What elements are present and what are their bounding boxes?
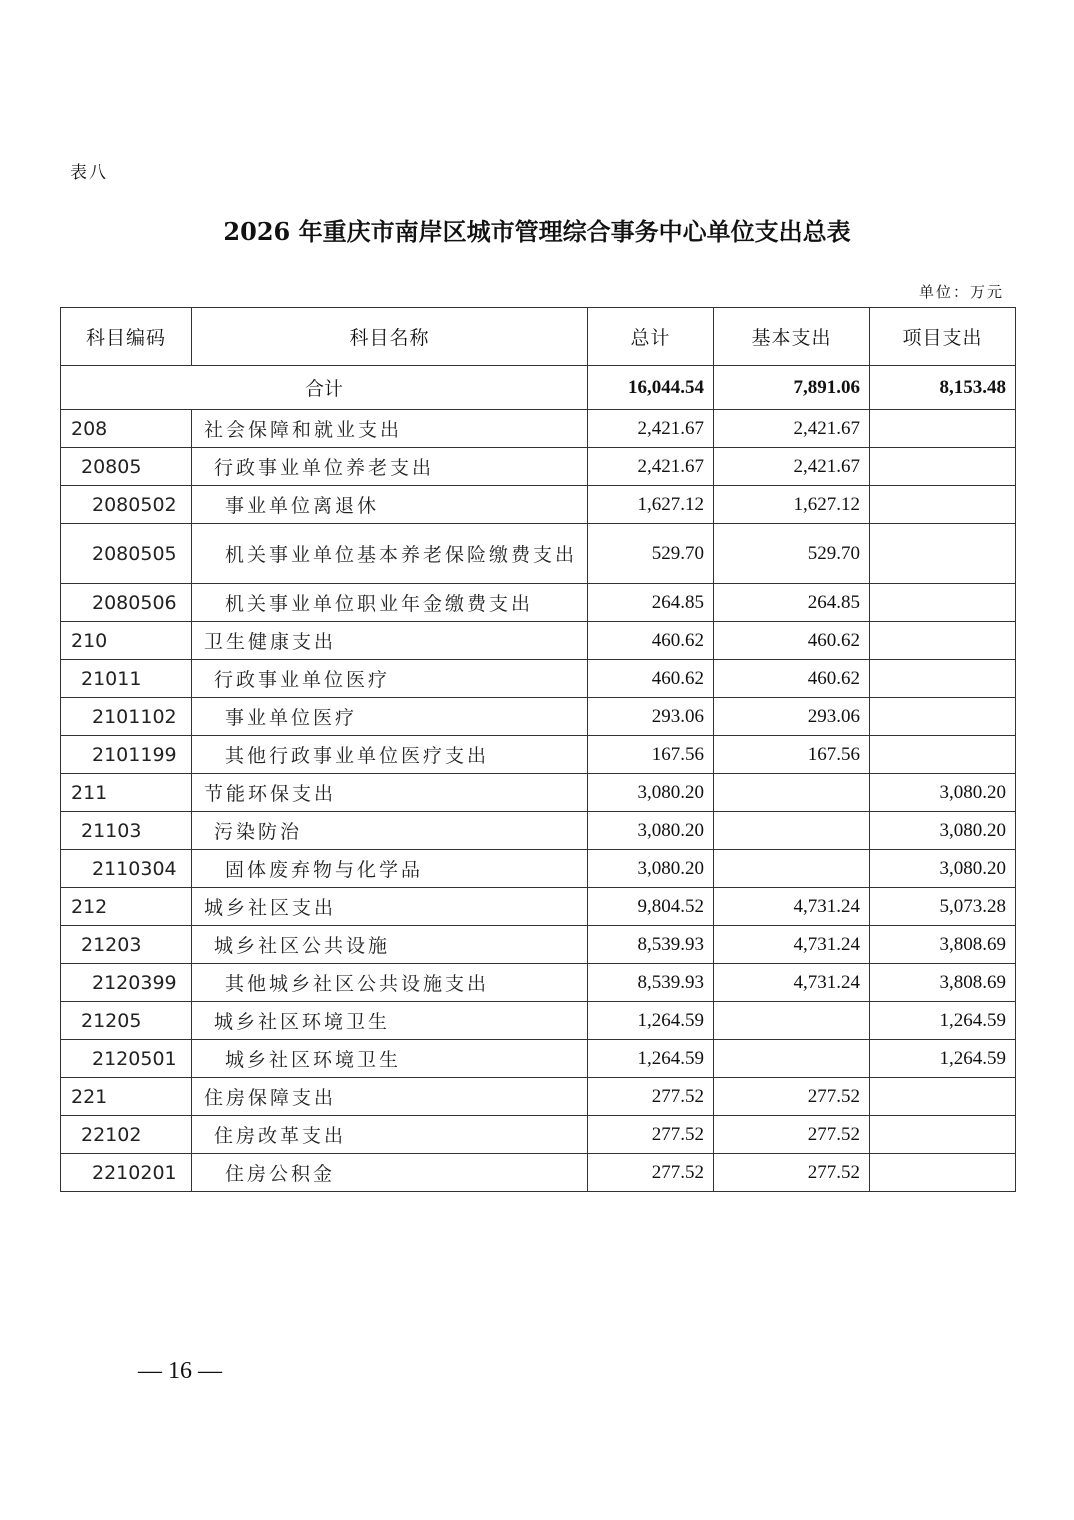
subject-code-cell: 22102 xyxy=(61,1116,192,1154)
subject-name-cell: 机关事业单位职业年金缴费支出 xyxy=(192,584,588,622)
table-row xyxy=(61,926,1016,964)
project-expense-cell: 1,264.59 xyxy=(870,1040,1016,1078)
subject-name-cell: 住房保障支出 xyxy=(192,1078,588,1116)
total-cell: 277.52 xyxy=(588,1078,714,1116)
unit-label: 单位：万元 xyxy=(918,283,1004,301)
basic-expense-cell xyxy=(714,850,870,888)
subject-code-cell: 20805 xyxy=(61,448,192,486)
basic-expense-cell: 2,421.67 xyxy=(714,448,870,486)
subject-name-cell: 城乡社区公共设施 xyxy=(192,926,588,964)
column-header-total: 总计 xyxy=(588,308,714,366)
total-cell: 460.62 xyxy=(588,622,714,660)
subject-name-cell: 城乡社区支出 xyxy=(192,888,588,926)
basic-expense-cell: 460.62 xyxy=(714,622,870,660)
subject-code-cell: 2101199 xyxy=(61,736,192,774)
total-basic: 7,891.06 xyxy=(714,366,870,410)
table-row xyxy=(61,698,1016,736)
project-expense-cell xyxy=(870,622,1016,660)
table-row xyxy=(61,1078,1016,1116)
subject-code-cell: 221 xyxy=(61,1078,192,1116)
table-row xyxy=(61,524,1016,584)
total-cell: 8,539.93 xyxy=(588,926,714,964)
subject-name-cell: 社会保障和就业支出 xyxy=(192,410,588,448)
basic-expense-cell xyxy=(714,1002,870,1040)
basic-expense-cell: 167.56 xyxy=(714,736,870,774)
subject-code-cell: 2080502 xyxy=(61,486,192,524)
table-row xyxy=(61,812,1016,850)
table-row xyxy=(61,660,1016,698)
subject-name-cell: 住房改革支出 xyxy=(192,1116,588,1154)
table-row xyxy=(61,584,1016,622)
basic-expense-cell: 277.52 xyxy=(714,1154,870,1192)
subject-code-cell: 2101102 xyxy=(61,698,192,736)
table-row xyxy=(61,850,1016,888)
expense-table xyxy=(60,307,1016,1192)
subject-code-cell: 21205 xyxy=(61,1002,192,1040)
basic-expense-cell: 529.70 xyxy=(714,524,870,584)
page-number: — 16 — xyxy=(138,1358,222,1384)
table-row xyxy=(61,622,1016,660)
basic-expense-cell: 277.52 xyxy=(714,1116,870,1154)
column-header-name: 科目名称 xyxy=(192,308,588,366)
table-row xyxy=(61,888,1016,926)
subject-name-cell: 固体废弃物与化学品 xyxy=(192,850,588,888)
project-expense-cell: 3,080.20 xyxy=(870,774,1016,812)
table-row xyxy=(61,736,1016,774)
subject-name-cell: 其他城乡社区公共设施支出 xyxy=(192,964,588,1002)
total-cell: 2,421.67 xyxy=(588,410,714,448)
subject-code-cell: 2080506 xyxy=(61,584,192,622)
subject-name-cell: 城乡社区环境卫生 xyxy=(192,1002,588,1040)
column-header-basic: 基本支出 xyxy=(714,308,870,366)
total-cell: 9,804.52 xyxy=(588,888,714,926)
table-row xyxy=(61,410,1016,448)
project-expense-cell xyxy=(870,410,1016,448)
table-row xyxy=(61,1116,1016,1154)
total-cell: 3,080.20 xyxy=(588,774,714,812)
total-cell: 3,080.20 xyxy=(588,812,714,850)
subject-code-cell: 2110304 xyxy=(61,850,192,888)
total-cell: 167.56 xyxy=(588,736,714,774)
subject-code-cell: 21011 xyxy=(61,660,192,698)
table-row xyxy=(61,1154,1016,1192)
subject-name-cell: 节能环保支出 xyxy=(192,774,588,812)
basic-expense-cell: 264.85 xyxy=(714,584,870,622)
project-expense-cell xyxy=(870,524,1016,584)
basic-expense-cell xyxy=(714,812,870,850)
table-row xyxy=(61,486,1016,524)
project-expense-cell xyxy=(870,486,1016,524)
subject-code-cell: 208 xyxy=(61,410,192,448)
project-expense-cell xyxy=(870,736,1016,774)
total-cell: 1,264.59 xyxy=(588,1002,714,1040)
basic-expense-cell: 277.52 xyxy=(714,1078,870,1116)
column-header-code: 科目编码 xyxy=(61,308,192,366)
page-title: 2026 年重庆市南岸区城市管理综合事务中心单位支出总表 xyxy=(223,217,851,246)
basic-expense-cell: 293.06 xyxy=(714,698,870,736)
total-cell: 277.52 xyxy=(588,1154,714,1192)
project-expense-cell xyxy=(870,1078,1016,1116)
subject-code-cell: 2210201 xyxy=(61,1154,192,1192)
total-cell: 1,627.12 xyxy=(588,486,714,524)
subject-name-cell: 污染防治 xyxy=(192,812,588,850)
subject-name-cell: 事业单位医疗 xyxy=(192,698,588,736)
subject-name-cell: 城乡社区环境卫生 xyxy=(192,1040,588,1078)
total-cell: 8,539.93 xyxy=(588,964,714,1002)
subject-name-cell: 机关事业单位基本养老保险缴费支出 xyxy=(192,524,588,584)
basic-expense-cell: 4,731.24 xyxy=(714,964,870,1002)
total-cell: 277.52 xyxy=(588,1116,714,1154)
total-cell: 264.85 xyxy=(588,584,714,622)
project-expense-cell xyxy=(870,448,1016,486)
basic-expense-cell xyxy=(714,1040,870,1078)
project-expense-cell: 1,264.59 xyxy=(870,1002,1016,1040)
subject-code-cell: 212 xyxy=(61,888,192,926)
basic-expense-cell xyxy=(714,774,870,812)
total-row xyxy=(61,366,1016,410)
subject-code-cell: 21103 xyxy=(61,812,192,850)
total-sum: 16,044.54 xyxy=(588,366,714,410)
project-expense-cell: 5,073.28 xyxy=(870,888,1016,926)
project-expense-cell xyxy=(870,660,1016,698)
project-expense-cell: 3,808.69 xyxy=(870,964,1016,1002)
column-header-project: 项目支出 xyxy=(870,308,1016,366)
table-row xyxy=(61,1040,1016,1078)
project-expense-cell xyxy=(870,584,1016,622)
total-cell: 1,264.59 xyxy=(588,1040,714,1078)
subject-name-cell: 住房公积金 xyxy=(192,1154,588,1192)
project-expense-cell xyxy=(870,698,1016,736)
subject-code-cell: 2120501 xyxy=(61,1040,192,1078)
subject-code-cell: 2120399 xyxy=(61,964,192,1002)
total-cell: 2,421.67 xyxy=(588,448,714,486)
project-expense-cell: 3,808.69 xyxy=(870,926,1016,964)
table-row xyxy=(61,448,1016,486)
basic-expense-cell: 1,627.12 xyxy=(714,486,870,524)
total-cell: 460.62 xyxy=(588,660,714,698)
table-row xyxy=(61,964,1016,1002)
basic-expense-cell: 4,731.24 xyxy=(714,926,870,964)
subject-code-cell: 21203 xyxy=(61,926,192,964)
subject-name-cell: 其他行政事业单位医疗支出 xyxy=(192,736,588,774)
total-cell: 293.06 xyxy=(588,698,714,736)
total-project: 8,153.48 xyxy=(870,366,1016,410)
table-row xyxy=(61,774,1016,812)
subject-name-cell: 事业单位离退休 xyxy=(192,486,588,524)
total-cell: 529.70 xyxy=(588,524,714,584)
project-expense-cell xyxy=(870,1116,1016,1154)
project-expense-cell: 3,080.20 xyxy=(870,850,1016,888)
table-label: 表八 xyxy=(70,163,108,183)
subject-code-cell: 2080505 xyxy=(61,524,192,584)
header-row xyxy=(61,308,1016,366)
basic-expense-cell: 460.62 xyxy=(714,660,870,698)
total-label: 合计 xyxy=(61,366,588,410)
subject-name-cell: 行政事业单位医疗 xyxy=(192,660,588,698)
project-expense-cell xyxy=(870,1154,1016,1192)
project-expense-cell: 3,080.20 xyxy=(870,812,1016,850)
subject-code-cell: 210 xyxy=(61,622,192,660)
subject-code-cell: 211 xyxy=(61,774,192,812)
basic-expense-cell: 2,421.67 xyxy=(714,410,870,448)
table-row xyxy=(61,1002,1016,1040)
total-cell: 3,080.20 xyxy=(588,850,714,888)
basic-expense-cell: 4,731.24 xyxy=(714,888,870,926)
subject-name-cell: 行政事业单位养老支出 xyxy=(192,448,588,486)
subject-name-cell: 卫生健康支出 xyxy=(192,622,588,660)
